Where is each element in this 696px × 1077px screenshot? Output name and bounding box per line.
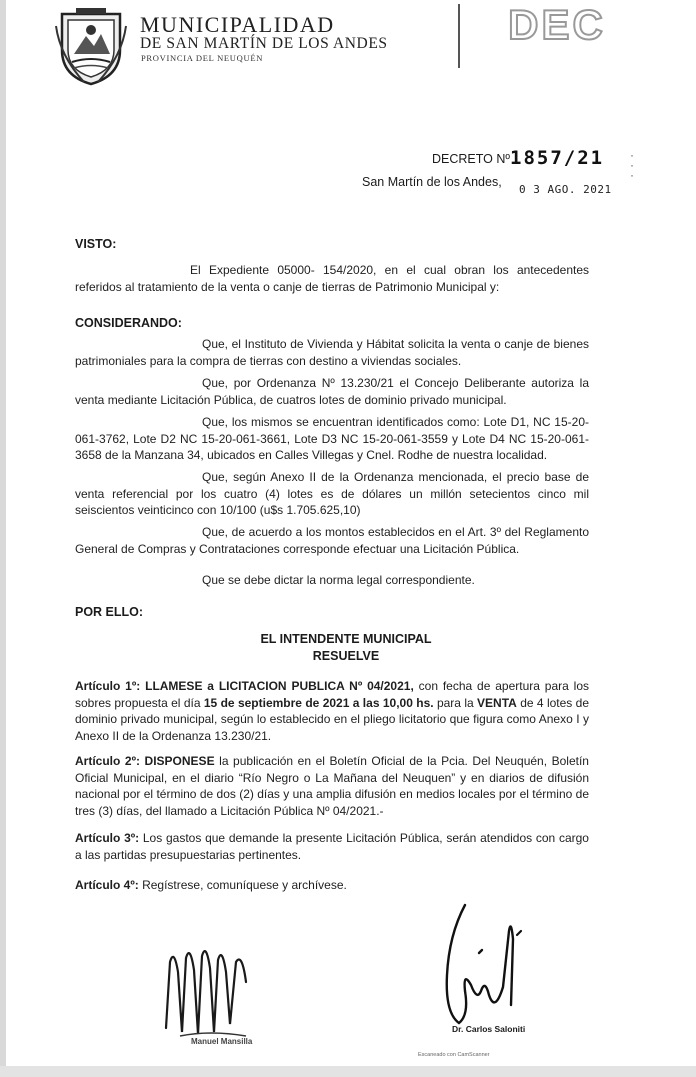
resuelve-heading: RESUELVE [312,649,380,663]
considerando-paragraph: Que se debe dictar la norma legal correspondiente. [202,573,475,587]
articulo-text: Los gastos que demande la presente Licitación Pública, serán atendidos con cargo a las partidas presupuestarias pertinentes. [75,831,589,862]
signature-left-icon [160,932,270,1042]
articulo-label: Artículo 1º: [75,679,141,693]
considerando-paragraph: Que, de acuerdo a los montos establecidos en el Art. 3º del Reglamento General de Compras y Contrataciones corresponde efectuar una Licitación Pública. [75,525,589,556]
municipality-subtitle: DE SAN MARTÍN DE LOS ANDES [140,35,388,52]
signer-left-name: Manuel Mansilla [191,1037,253,1046]
articulo-4 [75,877,589,894]
scan-edge-bottom [0,1066,696,1077]
considerando-paragraph: Que, según Anexo II de la Ordenanza mencionada, el precio base de venta referencial por los cuatro (4) lotes es de dólares un millón setecientos cinco mil seiscientos veinticinco con 10/100 (u$s 1.705.625,10) [75,470,589,517]
articulo-label: Artículo 2º: [75,754,140,768]
visto-text: El Expediente 05000- 154/2020, en el cual obran los antecedentes referidos al tratamiento de la venta o canje de tierras de Patrimonio Municipal y: [75,263,589,294]
scanner-watermark: Escaneado con CamScanner [418,1052,490,1058]
articulo-lead: DISPONESE [144,754,215,768]
considerando-paragraph: Que, por Ordenanza Nº 13.230/21 el Concejo Deliberante autoriza la venta mediante Licitación Pública, de cuatros lotes de dominio privado municipal. [75,376,589,407]
articulo-lead: LLAMESE a LICITACION PUBLICA Nº 04/2021, [145,679,414,693]
articulo-2 [75,753,589,819]
por-ello-heading: POR ELLO: [75,605,144,619]
articulo-text: con fecha de apertura para los sobres propuesta el día [75,679,590,710]
municipal-crest-icon [54,6,128,86]
articulo-1 [75,678,589,744]
articulo-text: para la [433,695,478,710]
decreto-number: 1857/21 [510,147,605,169]
place-label: San Martín de los Andes, [362,175,502,189]
articulo-label: Artículo 4º: [75,878,139,892]
visto-heading: VISTO: [75,237,117,251]
signer-right-name: Dr. Carlos Saloniti [452,1024,526,1034]
articulo-text: Regístrese, comuníquese y archívese. [138,878,347,892]
scan-edge-left [0,0,6,1077]
articulo-text: de 4 lotes de dominio privado municipal, según lo establecido en el pliego licitatorio que figura como Anexo I y Anexo II de la Ordenanza 13.230/21. [75,695,589,743]
decreto-label: DECRETO Nº [432,152,510,166]
considerando-paragraph: Que, los mismos se encuentran identificados como: Lote D1, NC 15-20-061-3762, Lote D2 NC 15-20-061-3661, Lote D3 NC 15-20-061-3559 y Lote D4 NC 15-20-061-3658 de la Manzana 34, ubicados en Calles Villegas y Cnel. Rodhe de nuestra localidad. [75,415,589,462]
signature-right-icon [425,895,545,1045]
svg-text:DEC: DEC [508,3,606,47]
articulo-venta: VENTA [477,695,517,710]
articulo-text: la publicación en el Boletín Oficial de la Pcia. Del Neuquén, Boletín Oficial Municipal, en el diario “Río Negro o La Mañana del Neuquen” y en diarios de difusión nacional por el término de dos (2) días y una amplia difusión en medios locales por el término de tres (3) días, del llamado a Licitación Pública Nº 04/2021.- [75,754,589,818]
intendente-heading: EL INTENDENTE MUNICIPAL [260,632,432,646]
stamp-marks: · · · [630,148,634,182]
date-stamp: 0 3 AGO. 2021 [519,183,612,196]
articulo-date: 15 de septiembre de 2021 a las 10,00 hs. [203,695,434,710]
considerando-heading: CONSIDERANDO: [75,316,182,330]
municipality-title: MUNICIPALIDAD [140,12,335,37]
articulo-3 [75,830,589,863]
province-label: PROVINCIA DEL NEUQUÉN [141,53,264,63]
header-divider [458,4,460,68]
dec-logo-icon [488,3,626,47]
articulo-label: Artículo 3º: [75,831,140,845]
considerando-paragraph: Que, el Instituto de Vivienda y Hábitat solicita la venta o canje de bienes patrimoniales para la compra de tierras con destino a viviendas sociales. [75,337,589,368]
